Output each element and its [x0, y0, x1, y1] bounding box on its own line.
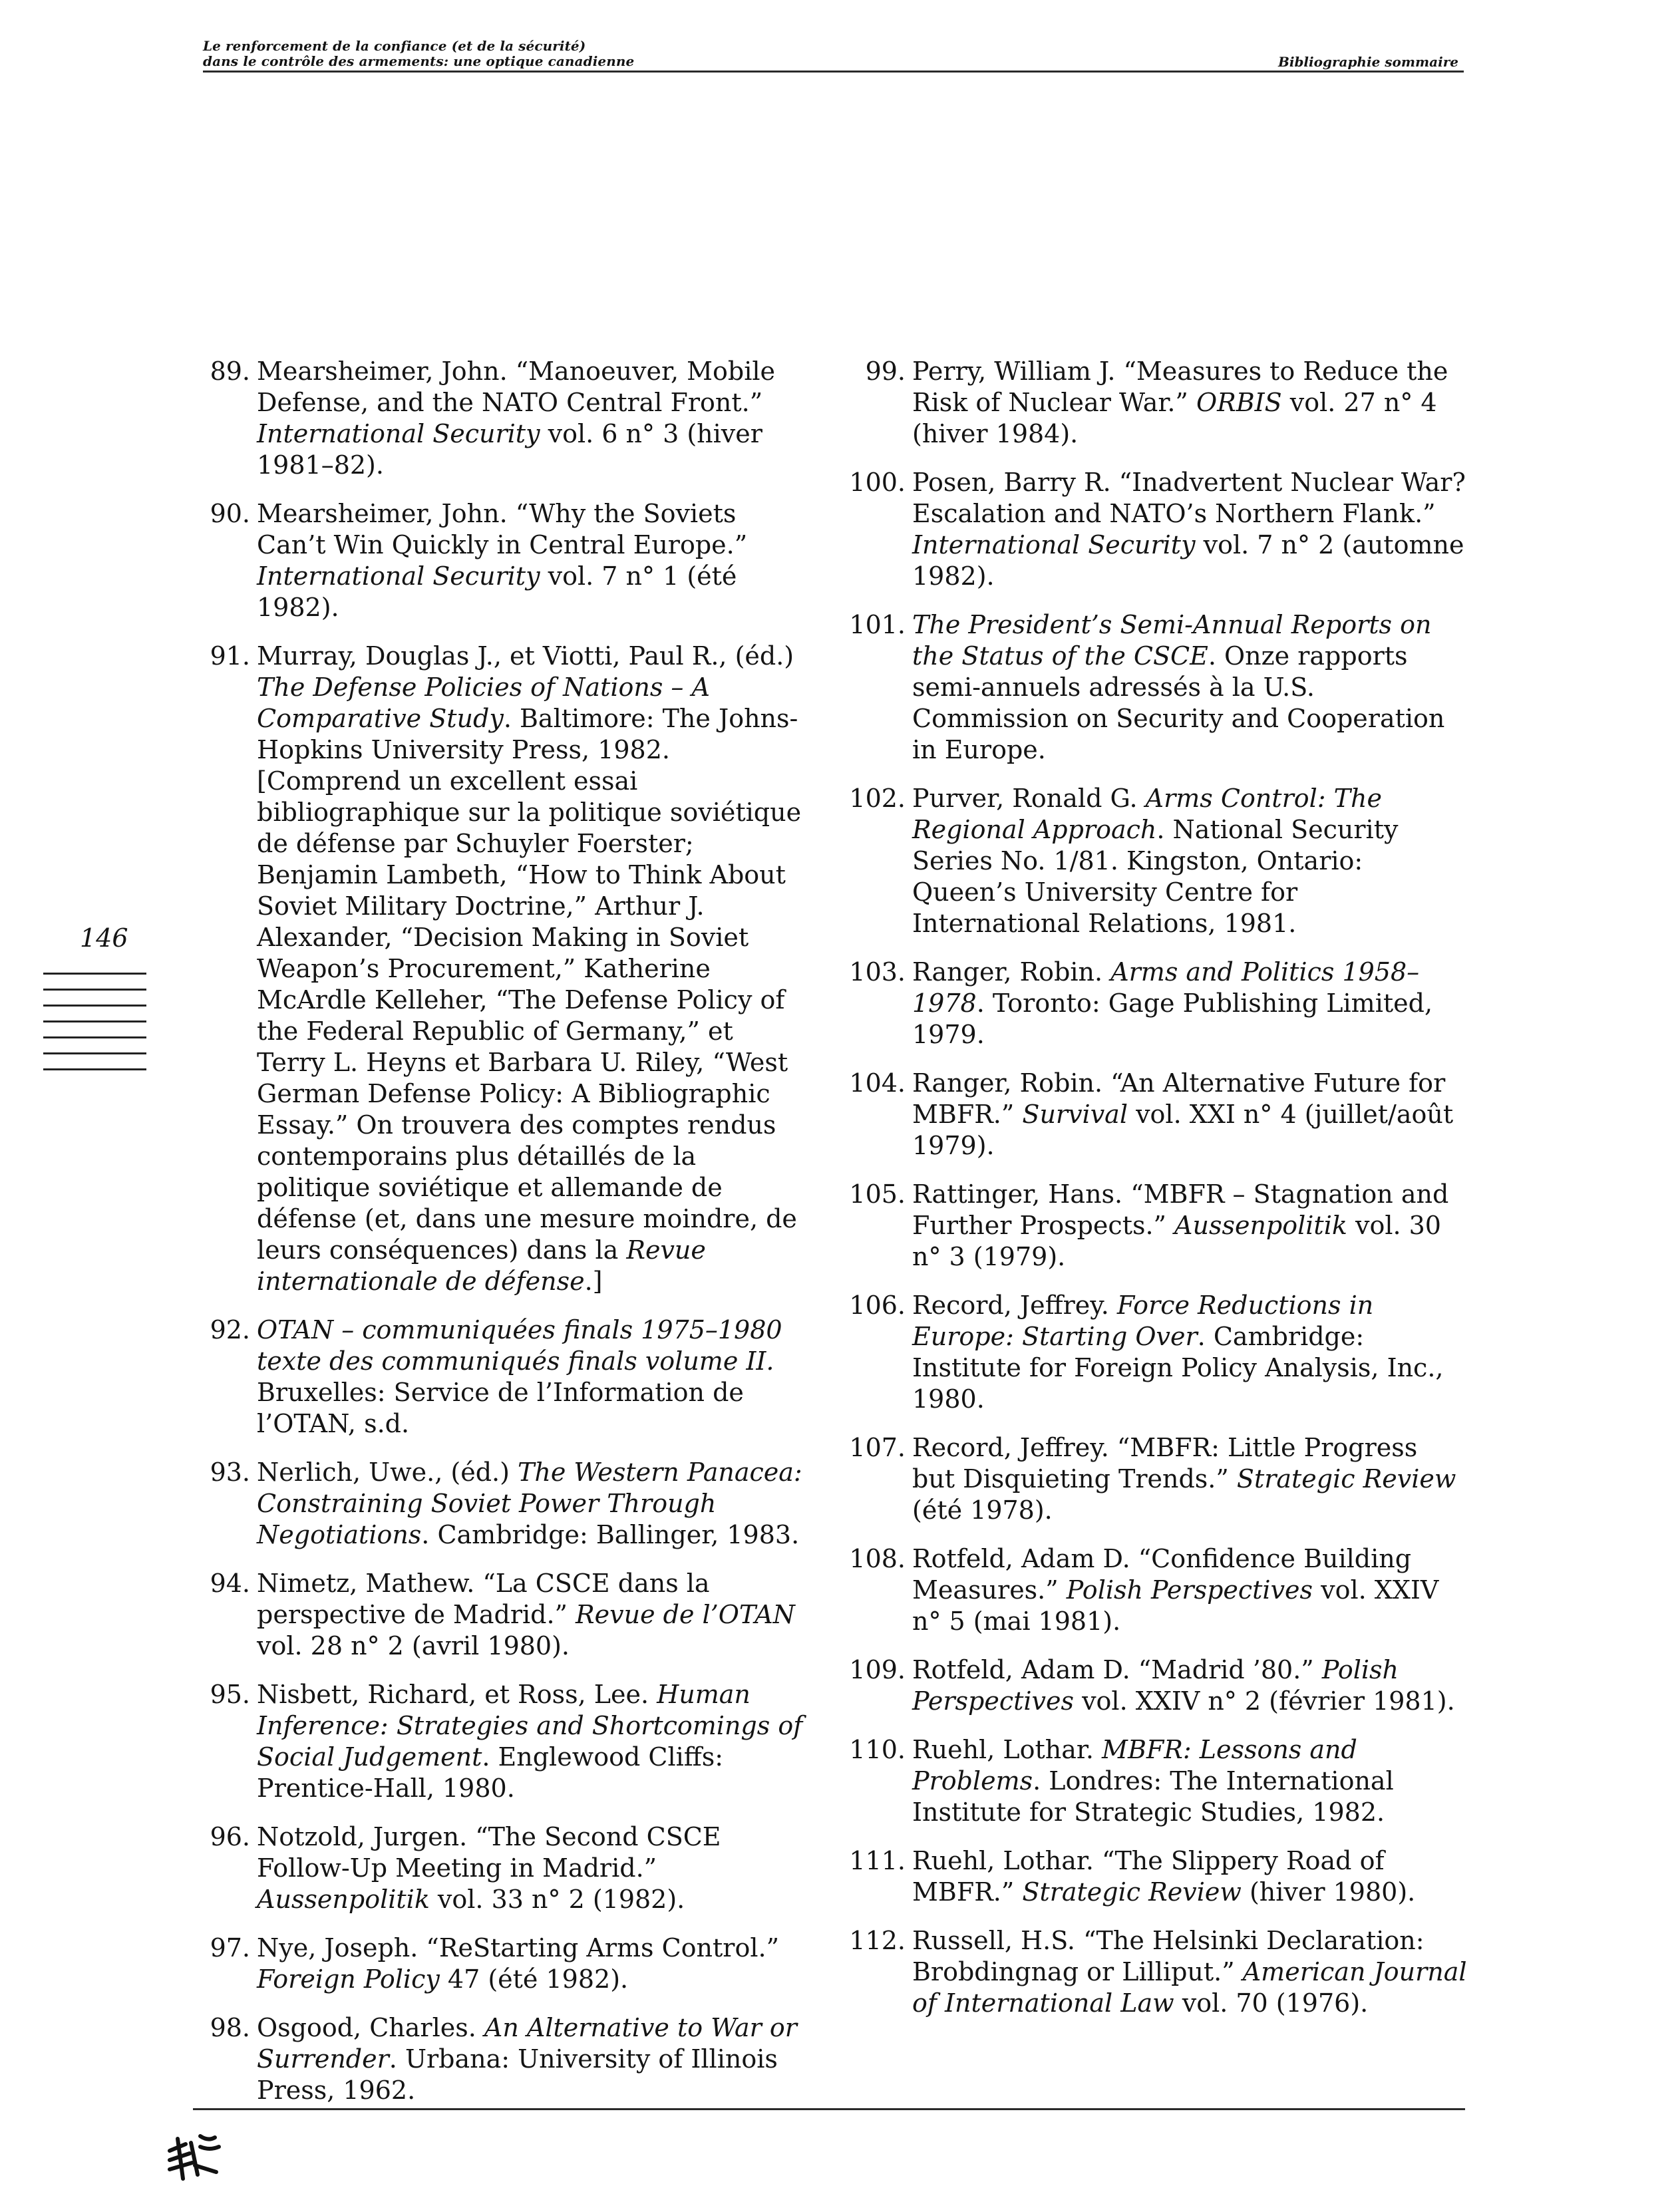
entry-title-italic: Human Inference: Strategies and Shortcomings of Social Judgement: [257, 1680, 803, 1772]
entry-text-segment: . Cambridge: Institute for Foreign Policy Analysis, Inc., 1980.: [912, 1322, 1444, 1414]
entry-text-segment: vol. 7 n° 2 (automne 1982).: [912, 530, 1464, 591]
section-title: Bibliographie sommaire: [1277, 54, 1458, 70]
entry-text-segment: vol. 6 n° 3 (hiver 1981–82).: [257, 419, 762, 480]
entry-title-italic: Aussenpolitik: [257, 1885, 430, 1914]
page-header: [203, 32, 1464, 73]
running-title-line-2: dans le contrôle des armements: une optique canadienne: [203, 53, 635, 69]
entry-text-segment: Ruehl, Lothar.: [912, 1735, 1102, 1764]
entry-text-segment: . Englewood Cliffs: Prentice-Hall, 1980.: [257, 1742, 724, 1803]
entry-text-segment: vol. 30 n° 3 (1979).: [912, 1211, 1441, 1271]
entry-title-italic: Strategic Review: [1022, 1877, 1242, 1907]
entry-title-italic: Arms and Politics 1958–1978: [912, 957, 1420, 1018]
bibliography-entry: [193, 1568, 805, 1662]
entry-text-segment: vol. XXIV n° 2 (février 1981).: [1074, 1686, 1455, 1716]
entry-text-segment: 47 (été 1982).: [439, 1964, 629, 1994]
entry-text: [257, 1315, 805, 1440]
bibliography-entry: [848, 1845, 1467, 1908]
margin-rule: [43, 1020, 146, 1022]
bibliography-entry: [193, 356, 805, 481]
margin-rule: [43, 1068, 146, 1070]
entry-text: [257, 2012, 805, 2106]
bibliography-entry: [193, 1679, 805, 1804]
entry-text: [912, 1290, 1467, 1415]
entry-title-italic: Revue de l’OTAN: [576, 1600, 795, 1629]
entry-text-segment: Russell, H.S. “The Helsinki Declaration: Brobdingnag or Lilliput.”: [912, 1926, 1425, 1986]
entry-text-segment: vol. 70 (1976).: [1174, 1988, 1369, 2018]
bibliography-column-right: [848, 356, 1467, 2036]
entry-title-italic: The President’s Semi-Annual Reports on the Status of the CSCE: [912, 610, 1432, 671]
entry-text: [912, 783, 1467, 939]
bibliography-entry: [193, 2012, 805, 2106]
bibliography-entry: [193, 1315, 805, 1440]
entry-text-segment: Rotfeld, Adam D. “Confidence Building Measures.”: [912, 1544, 1412, 1605]
entry-title-italic: Aussenpolitik: [1174, 1211, 1347, 1240]
entry-text-segment: Mearsheimer, John. “Why the Soviets Can’t Win Quickly in Central Europe.”: [257, 499, 748, 559]
entry-number: 107.: [849, 1433, 906, 1462]
bibliography-entry: [193, 498, 805, 623]
bibliography-entry: [848, 467, 1467, 592]
bibliography-entry: [848, 1068, 1467, 1162]
entry-number: 96.: [210, 1822, 250, 1851]
entry-number: 112.: [849, 1926, 906, 1955]
entry-number: 106.: [849, 1291, 906, 1320]
entry-number: 111.: [849, 1846, 906, 1875]
entry-text-segment: Ranger, Robin. “An Alternative Future for MBFR.”: [912, 1068, 1446, 1129]
entry-number: 110.: [849, 1735, 906, 1764]
entry-text-segment: .]: [584, 1267, 603, 1296]
entry-text-segment: vol. 33 n° 2 (1982).: [429, 1885, 685, 1914]
entry-text-segment: . Londres: The International Institute for Strategic Studies, 1982.: [912, 1766, 1394, 1827]
entry-number: 103.: [849, 957, 906, 987]
bibliography-entry: [848, 783, 1467, 939]
entry-number: 90.: [210, 499, 250, 528]
entry-text-segment: Ranger, Robin.: [912, 957, 1111, 987]
publisher-logo-icon: [163, 2131, 230, 2183]
entry-title-italic: International Security: [257, 419, 540, 448]
entry-text-segment: . Cambridge: Ballinger, 1983.: [421, 1520, 800, 1549]
entry-title-italic: Arms Control: The Regional Approach: [912, 784, 1382, 844]
entry-text: [257, 641, 805, 1297]
entry-text-segment: Purver, Ronald G.: [912, 784, 1146, 813]
entry-text-segment: Notzold, Jurgen. “The Second CSCE Follow-Up Meeting in Madrid.”: [257, 1822, 721, 1883]
entry-text-segment: Posen, Barry R. “Inadvertent Nuclear War? Escalation and NATO’s Northern Flank.”: [912, 468, 1466, 528]
entry-number: 98.: [210, 2013, 250, 2042]
entry-text-segment: (été 1978).: [912, 1495, 1053, 1525]
entry-text-segment: Nye, Joseph. “ReStarting Arms Control.”: [257, 1933, 779, 1962]
margin-rule: [43, 989, 146, 991]
entry-text-segment: Nerlich, Uwe., (éd.): [257, 1458, 518, 1487]
running-title: [203, 39, 634, 69]
bibliography-entry: [193, 1457, 805, 1551]
entry-title-italic: The Defense Policies of Nations – A Comparative Study: [257, 673, 710, 733]
entry-text-segment: Nisbett, Richard, et Ross, Lee.: [257, 1680, 657, 1709]
entry-title-italic: American Journal of International Law: [912, 1957, 1467, 2018]
bibliography-entry: [848, 1179, 1467, 1273]
entry-title-italic: Strategic Review: [1236, 1464, 1456, 1493]
entry-text-segment: Bruxelles: Service de l’Information de l’OTAN, s.d.: [257, 1378, 744, 1438]
entry-text: [257, 1933, 805, 1995]
entry-text-segment: Perry, William J. “Measures to Reduce the Risk of Nuclear War.”: [912, 357, 1448, 417]
entry-number: 108.: [849, 1544, 906, 1573]
entry-text-segment: (hiver 1980).: [1241, 1877, 1416, 1907]
margin-rule-marks: [43, 973, 146, 1084]
bibliography-column-left: [193, 356, 805, 2123]
entry-text: [912, 609, 1467, 766]
entry-text-segment: Mearsheimer, John. “Manoeuver, Mobile Defense, and the NATO Central Front.”: [257, 357, 776, 417]
entry-text-segment: Rotfeld, Adam D. “Madrid ’80.”: [912, 1655, 1322, 1684]
entry-text-segment: Murray, Douglas J., et Viotti, Paul R., (éd.): [257, 641, 794, 671]
entry-text-segment: vol. 7 n° 1 (été 1982).: [257, 561, 737, 622]
entry-text: [912, 1925, 1467, 2019]
entry-text: [257, 498, 805, 623]
entry-text-segment: vol. 28 n° 2 (avril 1980).: [257, 1631, 570, 1660]
entry-text: [912, 467, 1467, 592]
bibliography-entry: [848, 1432, 1467, 1526]
entry-text-segment: . National Security Series No. 1/81. Kingston, Ontario: Queen’s University Centre for International Relations, 1981.: [912, 815, 1399, 938]
entry-title-italic: The Western Panacea: Constraining Soviet Power Through Negotiations: [257, 1458, 802, 1549]
bibliography-entry: [848, 1290, 1467, 1415]
entry-text-segment: Rattinger, Hans. “MBFR – Stagnation and Further Prospects.”: [912, 1179, 1449, 1240]
entry-text-segment: . Baltimore: The Johns-Hopkins University Press, 1982. [Comprend un excellent essai bibliographique sur la politique soviétique de défense par Schuyler Foerster; Benjamin Lambeth, “How to Think About Soviet Military Doctrine,” Arthur J. Alexander, “Decision Making in Soviet Weapon’s Procurement,” Katherine McArdle Kelleher, “The Defense Policy of the Federal Republic of Germany,” et Terry L. Heyns et Barbara U. Riley, “West German Defense Policy: A Bibliographic Essay.” On trouvera des comptes rendus contemporains plus détaillés de la politique soviétique et allemande de défense (et, dans une mesure moindre, de leurs conséquences) dans la: [257, 704, 802, 1265]
entry-number: 93.: [210, 1458, 250, 1487]
entry-text-segment: . Urbana: University of Illinois Press, 1962.: [257, 2044, 778, 2105]
footer-rule: [193, 2108, 1465, 2110]
entry-title-italic: Force Reductions in Europe: Starting Over: [912, 1291, 1374, 1351]
entry-text: [912, 1543, 1467, 1637]
bibliography-entry: [193, 641, 805, 1297]
entry-text: [912, 1068, 1467, 1162]
entry-text: [912, 1734, 1467, 1828]
entry-text: [257, 1679, 805, 1804]
running-title-line-1: Le renforcement de la confiance (et de la sécurité): [203, 38, 586, 54]
entry-title-italic: Revue internationale de défense: [257, 1235, 706, 1296]
entry-text: [912, 1845, 1467, 1908]
entry-number: 94.: [210, 1569, 250, 1598]
entry-number: 101.: [849, 610, 906, 639]
entry-number: 99.: [865, 357, 906, 386]
entry-text: [257, 356, 805, 481]
entry-title-italic: ORBIS: [1196, 388, 1282, 417]
entry-title-italic: Polish Perspectives: [912, 1655, 1399, 1716]
entry-text-segment: vol. 27 n° 4 (hiver 1984).: [912, 388, 1437, 448]
margin-rule: [43, 1036, 146, 1038]
entry-number: 109.: [849, 1655, 906, 1684]
entry-title-italic: Polish Perspectives: [1066, 1575, 1313, 1605]
entry-text-segment: vol. XXIV n° 5 (mai 1981).: [912, 1575, 1439, 1636]
bibliography-entry: [848, 1654, 1467, 1717]
entry-title-italic: Foreign Policy: [257, 1964, 440, 1994]
bibliography-entry: [848, 609, 1467, 766]
entry-text: [257, 1568, 805, 1662]
entry-title-italic: International Security: [912, 530, 1196, 559]
entry-text: [912, 957, 1467, 1050]
entry-text: [257, 1821, 805, 1915]
entry-number: 104.: [849, 1068, 906, 1098]
bibliography-entry: [848, 1925, 1467, 2019]
entry-title-italic: International Security: [257, 561, 540, 591]
entry-text: [912, 356, 1467, 450]
entry-title-italic: OTAN – communiquées finals 1975–1980 texte des communiqués finals volume II.: [257, 1315, 782, 1376]
margin-rule: [43, 973, 146, 975]
bibliography-entry: [848, 1734, 1467, 1828]
entry-title-italic: MBFR: Lessons and Problems: [912, 1735, 1357, 1796]
bibliography-entry: [848, 356, 1467, 450]
entry-text: [257, 1457, 805, 1551]
entry-text-segment: . Toronto: Gage Publishing Limited, 1979.: [912, 989, 1433, 1049]
margin-rule: [43, 1052, 146, 1054]
entry-text: [912, 1179, 1467, 1273]
entry-number: 89.: [210, 357, 250, 386]
bibliography-entry: [193, 1933, 805, 1995]
entry-text-segment: . Onze rapports semi-annuels adressés à la U.S. Commission on Security and Cooperation in Europe.: [912, 641, 1445, 764]
entry-text: [912, 1432, 1467, 1526]
entry-number: 97.: [210, 1933, 250, 1962]
entry-number: 95.: [210, 1680, 250, 1709]
page-number: 146: [80, 923, 128, 953]
entry-number: 100.: [849, 468, 906, 497]
entry-title-italic: An Alternative to War or Surrender: [257, 2013, 797, 2074]
entry-number: 92.: [210, 1315, 250, 1344]
entry-text: [912, 1654, 1467, 1717]
entry-title-italic: Survival: [1022, 1100, 1128, 1129]
entry-number: 102.: [849, 784, 906, 813]
bibliography-entry: [848, 1543, 1467, 1637]
entry-text-segment: Nimetz, Mathew. “La CSCE dans la perspective de Madrid.”: [257, 1569, 710, 1629]
entry-number: 91.: [210, 641, 250, 671]
entry-text-segment: Ruehl, Lothar. “The Slippery Road of MBFR.”: [912, 1846, 1385, 1907]
margin-rule: [43, 1005, 146, 1007]
entry-text-segment: Record, Jeffrey.: [912, 1291, 1117, 1320]
entry-text-segment: Osgood, Charles.: [257, 2013, 484, 2042]
entry-text-segment: vol. XXI n° 4 (juillet/août 1979).: [912, 1100, 1454, 1160]
entry-text-segment: Record, Jeffrey. “MBFR: Little Progress but Disquieting Trends.”: [912, 1433, 1418, 1493]
entry-number: 105.: [849, 1179, 906, 1209]
bibliography-entry: [193, 1821, 805, 1915]
bibliography-entry: [848, 957, 1467, 1050]
